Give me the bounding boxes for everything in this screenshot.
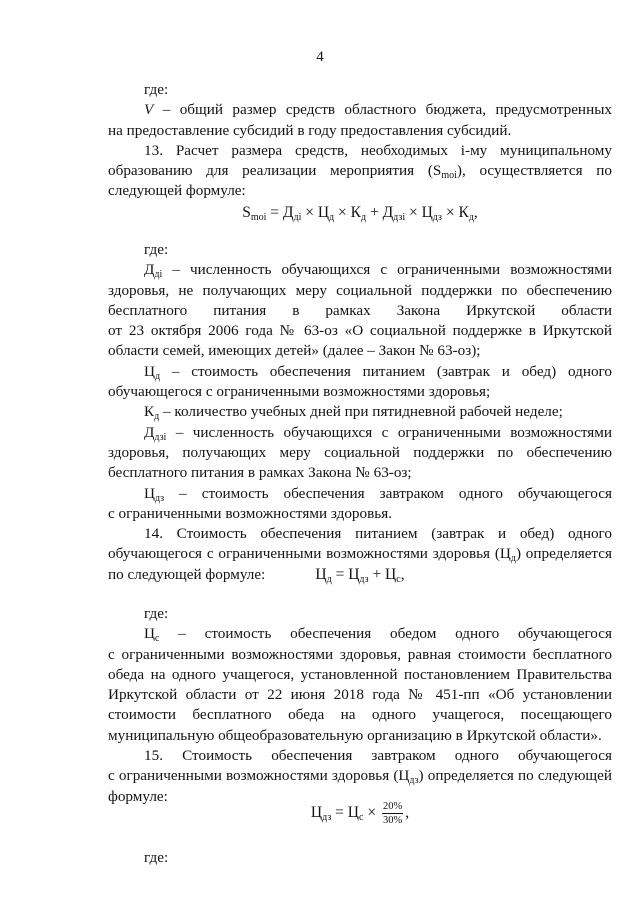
page-number: 4 [316,49,324,65]
fraction: $\frac{20\%}{30\%}$ [382,801,403,826]
lunch-block [108,604,612,807]
formula-s-moi: $S_{moi} = Д_{дi} \times Ц_д \times К_д + Д_{дзi} \times Ц_{дз} \times К_д$, [242,204,478,223]
paragraph-14: по следующей формуле: [108,565,266,583]
paragraph-15: формуле: [108,787,168,805]
d-definition: области семей, имеющих детей» (далее – Закон № 63-оз); [108,342,481,360]
where-label: где: [144,241,169,258]
paragraph-13: следующей формуле: [108,182,246,200]
cs-definition: Иркутской области от 22 июня 2018 года № 451-пп «Об установлении [108,686,612,704]
d-definition: $Д_{дi}$ – численность обучающихся с ограниченными возможностями [144,261,612,281]
v-definition-line: V – общий размер средств областного бюджета, предусмотренных [144,101,612,119]
dz-definition: $Д_{дзi}$ – численность обучающихся с ограниченными возможностями [144,423,612,443]
c-definition: обучающегося с ограниченными возможностями здоровья; [108,383,491,401]
definitions-block [108,240,612,585]
d-definition: здоровья, не получающих меру социальной поддержки по обеспечению [108,281,612,299]
cz-definition: с ограниченными возможностями здоровья. [108,504,393,522]
intro-block [108,80,612,202]
cs-definition: стоимости бесплатного обеда на одного учащегося, посещающего [108,706,612,724]
formula-c-dz: $Ц_{дз} = Ц_с$ × $\frac{20\%}{30\%}$ , [310,801,410,826]
cz-definition: $Ц_{дз}$ – стоимость обеспечения завтраком одного обучающегося [144,484,612,504]
c-definition: $Ц_д$ – стоимость обеспечения питанием (завтрак и обед) одного [144,362,612,382]
dz-definition: бесплатного питания в рамках Закона № 63-оз; [108,464,412,482]
paragraph-14: 14. Стоимость обеспечения питанием (завтрак и обед) одного [144,525,612,543]
paragraph-13: образованию для реализации мероприятия $(S_{moi})$, осуществляется по [108,162,612,182]
where-label: где: [144,81,169,98]
v-definition-line: на предоставление субсидий в году предоставления субсидий. [108,121,512,139]
cs-definition: с ограниченными возможностями здоровья, равная стоимости бесплатного [108,645,612,663]
dz-definition: здоровья, получающих меру социальной поддержки по обеспечению [108,443,612,461]
paragraph-15: с ограниченными возможностями здоровья $(Ц_{дз})$ определяется по следующей [108,767,612,787]
where-label: где: [144,605,169,622]
k-definition: $К_д$ – количество учебных дней при пятидневной рабочей неделе; [144,403,563,423]
cs-definition: обеда на одного учащегося, установленной постановлением Правительства [108,665,612,683]
cs-definition: $Ц_с$ – стоимость обеспечения обедом одного обучающегося [144,625,612,645]
where-label: где: [144,849,169,866]
formula-c-d: $Ц_д = Ц_{дз} + Ц_с$, [315,566,405,585]
d-definition: бесплатного питания в рамках Закона Иркутской области [108,301,612,319]
d-definition: от 23 октября 2006 года № 63-оз «О социальной поддержке в Иркутской [108,322,612,340]
cs-definition: муниципальную общеобразовательную организацию в Иркутской области». [108,726,602,744]
paragraph-14: обучающегося с ограниченными возможностями здоровья $(Ц_д)$ определяется [108,545,612,565]
paragraph-13: 13. Расчет размера средств, необходимых i-му муниципальному [144,141,612,159]
final-block [108,848,612,868]
v-symbol: V [144,101,154,119]
paragraph-15: 15. Стоимость обеспечения завтраком одного обучающегося [144,747,612,765]
